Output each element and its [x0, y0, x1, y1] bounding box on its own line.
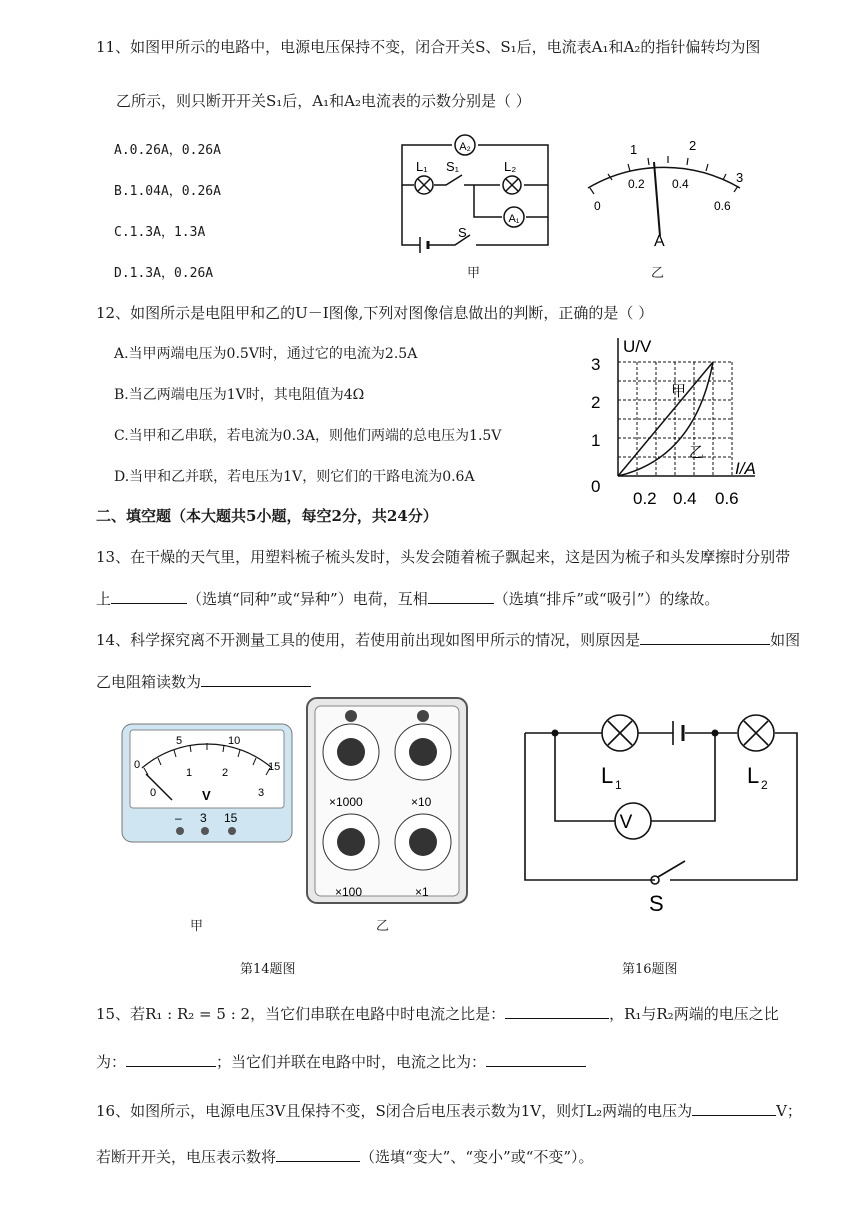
q11-option-c: C.1.3A，1.3A — [114, 225, 206, 240]
vm-bottom-0: 0 — [150, 787, 157, 799]
resbox-mult-10: ×10 — [411, 795, 432, 809]
q12-option-b: B.当乙两端电压为1V时，其电阻值为4Ω — [114, 387, 365, 403]
vm-bottom-1: 1 — [186, 767, 193, 779]
q16-l1-label: L — [601, 763, 614, 788]
vm-terminal-3: 3 — [200, 811, 207, 825]
q15-text-a: 15、若R₁ : R₂ = 5 : 2，当它们串联在电路中时电流之比是： — [96, 1005, 506, 1023]
graph-xtick-0-6: 0.6 — [715, 489, 739, 508]
section-title: 二、填空题（本大题共5小题，每空2分，共24分） — [96, 507, 438, 525]
q16-caption: 第16题图 — [622, 962, 678, 977]
q13-text-c: （选填“排斥”或“吸引”）的缘故。 — [493, 590, 720, 608]
graph-xtick-0-2: 0.2 — [633, 489, 657, 508]
vm-bottom-3: 3 — [258, 787, 265, 799]
ammeter-a2-label: A₂ — [459, 141, 471, 153]
q15-blank-3[interactable] — [486, 1052, 586, 1067]
q16-text-d: （选填“变大”、“变小”或“不变”）。 — [360, 1148, 594, 1166]
resbox-mult-1000: ×1000 — [329, 795, 363, 809]
graph-ytick-3: 3 — [591, 355, 601, 374]
q16-text-b: V； — [776, 1102, 802, 1120]
q15-text-d: ；当它们并联在电路中时，电流之比为： — [216, 1053, 487, 1071]
graph-xlabel: I/A — [735, 459, 756, 478]
q14-fig-jia-caption: 甲 — [190, 919, 204, 934]
switch-s1-label: S₁ — [446, 159, 460, 174]
graph-ytick-0: 0 — [591, 477, 601, 496]
q16-text-c: 若断开开关，电压表示数将 — [96, 1148, 277, 1166]
q15-blank-2[interactable] — [126, 1052, 216, 1067]
q12-option-d: D.当甲和乙并联，若电压为1V，则它们的干路电流为0.6A — [114, 469, 475, 485]
q14-fig-yi-caption: 乙 — [376, 919, 390, 934]
ammeter-a1-label: A₁ — [508, 213, 520, 225]
q14-line1 — [96, 629, 800, 650]
meter-scale-bottom-0-4: 0.4 — [672, 177, 689, 191]
q13-text-b: （选填“同种”或“异种”）电荷，互相 — [187, 590, 428, 608]
q16-l1-sub: 1 — [615, 778, 622, 792]
q16-circuit-diagram — [515, 705, 815, 915]
q16-line2 — [96, 1146, 594, 1167]
meter-scale-bottom-0: 0 — [594, 199, 601, 213]
vm-terminal-neg: – — [175, 811, 182, 825]
q13-line2 — [96, 588, 719, 609]
q15-line2 — [96, 1051, 586, 1072]
q14-resistance-box — [305, 696, 470, 906]
q15-line1 — [96, 1003, 779, 1024]
graph-ylabel: U/V — [623, 337, 652, 356]
q12-line1: 12、如图所示是电阻甲和乙的U－I图像,下列对图像信息做出的判断，正确的是（ ） — [96, 304, 654, 322]
q12-ui-graph — [585, 330, 765, 512]
vm-top-5: 5 — [176, 735, 183, 747]
q16-l2-label: L — [747, 763, 760, 788]
q15-text-b: ，R₁与R₂两端的电压之比 — [609, 1005, 779, 1023]
lamp-l1-label: L₁ — [416, 159, 428, 174]
vm-unit: V — [202, 788, 211, 803]
q14-text-b: 如图 — [770, 631, 801, 649]
q14-blank-1[interactable] — [640, 630, 770, 645]
q14-text-c: 乙电阻箱读数为 — [96, 673, 202, 691]
q13-line1: 13、在干燥的天气里，用塑料梳子梳头发时，头发会随着梳子飘起来，这是因为梳子和头发摩擦时分别带 — [96, 548, 791, 566]
q16-text-a: 16、如图所示，电源电压3V且保持不变，S闭合后电压表示数为1V，则灯L₂两端的电压为 — [96, 1102, 693, 1120]
q16-voltmeter-label: V — [619, 812, 633, 833]
q12-option-c: C.当甲和乙串联，若电流为0.3A，则他们两端的总电压为1.5V — [114, 428, 502, 444]
q15-blank-1[interactable] — [505, 1004, 609, 1019]
lamp-l2-label: L₂ — [504, 159, 517, 174]
resbox-mult-1: ×1 — [415, 885, 429, 899]
curve-jia-label: 甲 — [671, 383, 687, 400]
q13-blank-1[interactable] — [111, 589, 187, 604]
meter-scale-top-2: 2 — [689, 138, 697, 153]
meter-scale-top-3: 3 — [736, 170, 744, 185]
switch-s-label: S — [458, 225, 467, 240]
meter-unit: A — [654, 233, 665, 250]
vm-terminal-15: 15 — [224, 811, 238, 825]
q14-text-a: 14、科学探究离不开测量工具的使用，若使用前出现如图甲所示的情况，则原因是 — [96, 631, 641, 649]
q11-fig-yi-caption: 乙 — [651, 266, 665, 281]
q11-circuit-diagram — [390, 125, 560, 255]
q13-blank-2[interactable] — [428, 589, 494, 604]
q14-line2 — [96, 671, 311, 692]
q16-switch-label: S — [649, 891, 664, 915]
q16-blank-1[interactable] — [692, 1101, 776, 1116]
q13-text-a: 上 — [96, 590, 112, 608]
q14-blank-2[interactable] — [201, 672, 311, 687]
graph-ytick-2: 2 — [591, 393, 601, 412]
meter-scale-top-1: 1 — [630, 142, 638, 157]
curve-yi-label: 乙 — [689, 444, 705, 461]
q14-voltmeter — [120, 722, 295, 844]
vm-top-0: 0 — [134, 759, 141, 771]
q15-text-c: 为： — [96, 1053, 127, 1071]
vm-top-15: 15 — [268, 761, 281, 773]
q11-option-d: D.1.3A，0.26A — [114, 266, 214, 281]
q16-l2-sub: 2 — [761, 778, 768, 792]
q11-ammeter-dial — [568, 128, 758, 253]
q11-fig-jia-caption: 甲 — [467, 266, 481, 281]
q11-option-b: B.1.04A，0.26A — [114, 184, 221, 199]
q16-line1 — [96, 1100, 802, 1121]
vm-bottom-2: 2 — [222, 767, 229, 779]
meter-scale-bottom-0-2: 0.2 — [628, 177, 645, 191]
q16-blank-2[interactable] — [276, 1147, 360, 1162]
graph-ytick-1: 1 — [591, 431, 601, 450]
meter-scale-bottom-0-6: 0.6 — [714, 199, 731, 213]
vm-top-10: 10 — [228, 735, 241, 747]
q14-caption: 第14题图 — [240, 962, 296, 977]
resbox-mult-100: ×100 — [335, 885, 363, 899]
q12-option-a: A.当甲两端电压为0.5V时，通过它的电流为2.5A — [114, 346, 418, 362]
q11-option-a: A.0.26A，0.26A — [114, 143, 221, 158]
graph-xtick-0-4: 0.4 — [673, 489, 697, 508]
q11-line2: 乙所示，则只断开开关S₁后，A₁和A₂电流表的示数分别是（ ） — [116, 92, 531, 110]
q11-line1: 11、如图甲所示的电路中，电源电压保持不变，闭合开关S、S₁后，电流表A₁和A₂的指针偏转均为图 — [96, 38, 761, 56]
